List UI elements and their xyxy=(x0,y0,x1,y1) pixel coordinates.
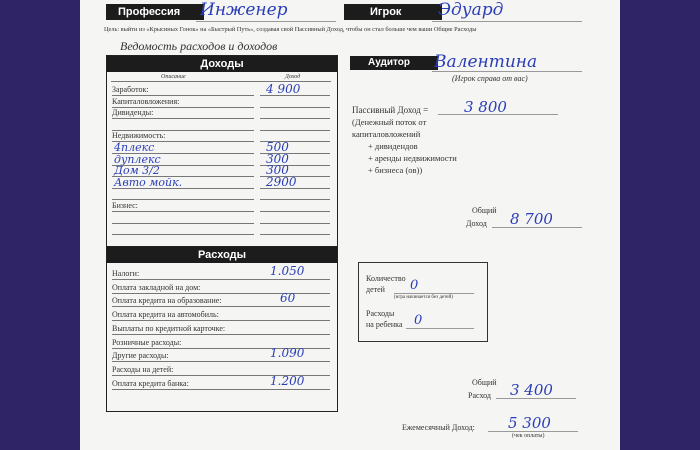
per-child-underline xyxy=(406,328,474,329)
income-row-label: Бизнес: xyxy=(112,201,138,210)
total-expense-label-2: Расход xyxy=(468,391,491,400)
expense-row-line xyxy=(112,306,330,307)
total-expense-label-1: Общий xyxy=(472,378,497,387)
monthly-value[interactable]: 5 300 xyxy=(508,414,551,432)
income-row-value[interactable]: 2900 xyxy=(266,174,297,189)
income-row-value[interactable]: 500 xyxy=(266,140,289,154)
expense-row-line xyxy=(112,389,330,390)
income-row-line xyxy=(112,211,254,212)
total-income-label-1: Общий xyxy=(472,206,497,215)
children-count-underline xyxy=(394,293,474,294)
player-underline xyxy=(432,21,582,22)
passive-description-line: + аренды недвижимости xyxy=(368,153,457,163)
income-row-value-line xyxy=(260,223,330,224)
income-title: Доходы xyxy=(107,56,337,72)
income-row-value-line xyxy=(260,199,330,200)
passive-value[interactable]: 3 800 xyxy=(464,98,507,116)
expense-row-line xyxy=(112,279,330,280)
player-value[interactable]: Эдуард xyxy=(438,0,504,20)
passive-underline xyxy=(438,114,558,115)
passive-description-line: + бизнеса (ов)) xyxy=(368,165,423,175)
expense-row-label: Выплаты по кредитной карточке: xyxy=(112,323,226,333)
goal-text: Цель: выйти из «Крысиных Гонок» на «Быстрый Путь», создавая свой Пассивный Доход, чтобы он стал больше чем ваши Общие Расходы xyxy=(104,26,477,33)
income-row-label[interactable]: дуплекс xyxy=(114,152,161,166)
total-income-value[interactable]: 8 700 xyxy=(510,210,553,228)
auditor-label-bar: Аудитор xyxy=(350,56,438,70)
income-row-label: Дивиденды: xyxy=(112,108,154,118)
expense-row-line xyxy=(112,361,330,362)
income-row-value-line xyxy=(260,130,330,131)
expense-title: Расходы xyxy=(107,247,337,263)
income-row-value-line xyxy=(260,188,330,189)
game-sheet xyxy=(80,0,620,450)
expense-row-value[interactable]: 1.200 xyxy=(270,373,305,388)
income-row-value-line xyxy=(260,118,330,119)
income-row-value[interactable]: 300 xyxy=(266,163,289,178)
children-count-label-1: Количество xyxy=(366,274,406,283)
income-row-line xyxy=(112,118,254,119)
income-row-value-line xyxy=(260,211,330,212)
auditor-hint: (Игрок справа от вас) xyxy=(452,74,528,83)
monthly-label: Ежемесячный Доход: xyxy=(402,423,475,432)
children-count-label-2: детей xyxy=(366,285,385,294)
profession-value[interactable]: Инженер xyxy=(200,0,288,20)
profession-underline xyxy=(196,21,336,22)
income-row-value-line xyxy=(260,107,330,108)
auditor-underline xyxy=(432,71,582,72)
expense-row-label: Оплата кредита на автомобиль: xyxy=(112,310,219,320)
income-row-line xyxy=(112,188,254,189)
income-row-line xyxy=(112,223,254,224)
income-row-label[interactable]: Авто мойк. xyxy=(114,175,183,189)
income-row-value-line xyxy=(260,234,330,235)
passive-label: Пассивный Доход = xyxy=(352,105,429,115)
expense-row-line xyxy=(112,293,330,294)
expense-row-label: Оплата кредита банка: xyxy=(112,378,189,388)
expense-row-line xyxy=(112,320,330,321)
expense-row-label: Расходы на детей: xyxy=(112,364,174,374)
total-income-label-2: Доход xyxy=(466,219,487,228)
children-count-value[interactable]: 0 xyxy=(410,278,419,293)
player-label-bar: Игрок xyxy=(344,4,442,20)
income-col-desc: Описание xyxy=(161,74,186,80)
per-child-value[interactable]: 0 xyxy=(414,313,423,328)
per-child-label-1: Расходы xyxy=(366,309,395,318)
total-expense-underline xyxy=(496,398,576,399)
expense-row-line xyxy=(112,334,330,335)
income-row-line xyxy=(112,234,254,235)
passive-description-line: капиталовложений xyxy=(352,129,421,139)
expense-row-value[interactable]: 1.090 xyxy=(270,346,305,361)
expense-row-label: Оплата закладной на дом: xyxy=(112,282,201,292)
children-count-hint: (игра начинается без детей) xyxy=(394,295,453,300)
per-child-label-2: на ребенка xyxy=(366,320,403,329)
income-row-value-line xyxy=(260,95,330,96)
expense-row-value[interactable]: 1.050 xyxy=(270,264,305,278)
expense-row-label: Розничные расходы: xyxy=(112,337,182,347)
income-row-label: Заработок: xyxy=(112,85,149,94)
income-row-label[interactable]: Дом 3/2 xyxy=(114,164,160,178)
passive-description-line: + дивидендов xyxy=(368,141,418,151)
income-row-value[interactable]: 300 xyxy=(266,151,289,166)
expense-row-value[interactable]: 60 xyxy=(280,291,296,306)
auditor-value[interactable]: Валентина xyxy=(434,52,538,72)
income-row-label: Недвижимость: xyxy=(112,131,166,141)
income-row-label[interactable]: 4плекс xyxy=(114,141,155,154)
monthly-underline xyxy=(488,431,578,432)
expense-row-label: Оплата кредита на образование: xyxy=(112,296,222,306)
income-row-value[interactable]: 4 900 xyxy=(266,82,301,96)
passive-description-line: (Денежный поток от xyxy=(352,117,427,127)
statement-title: Ведомость расходов и доходов xyxy=(120,39,278,53)
expense-row-label: Другие расходы: xyxy=(112,351,169,361)
expense-row-label: Налоги: xyxy=(112,269,140,278)
profession-label-bar: Профессия xyxy=(106,4,204,20)
monthly-hint: (чек оплаты) xyxy=(512,433,545,439)
total-income-underline xyxy=(492,227,582,228)
total-expense-value[interactable]: 3 400 xyxy=(510,381,553,399)
income-row-label: Капиталовложения: xyxy=(112,96,180,106)
income-col-income: Доход xyxy=(285,74,301,80)
